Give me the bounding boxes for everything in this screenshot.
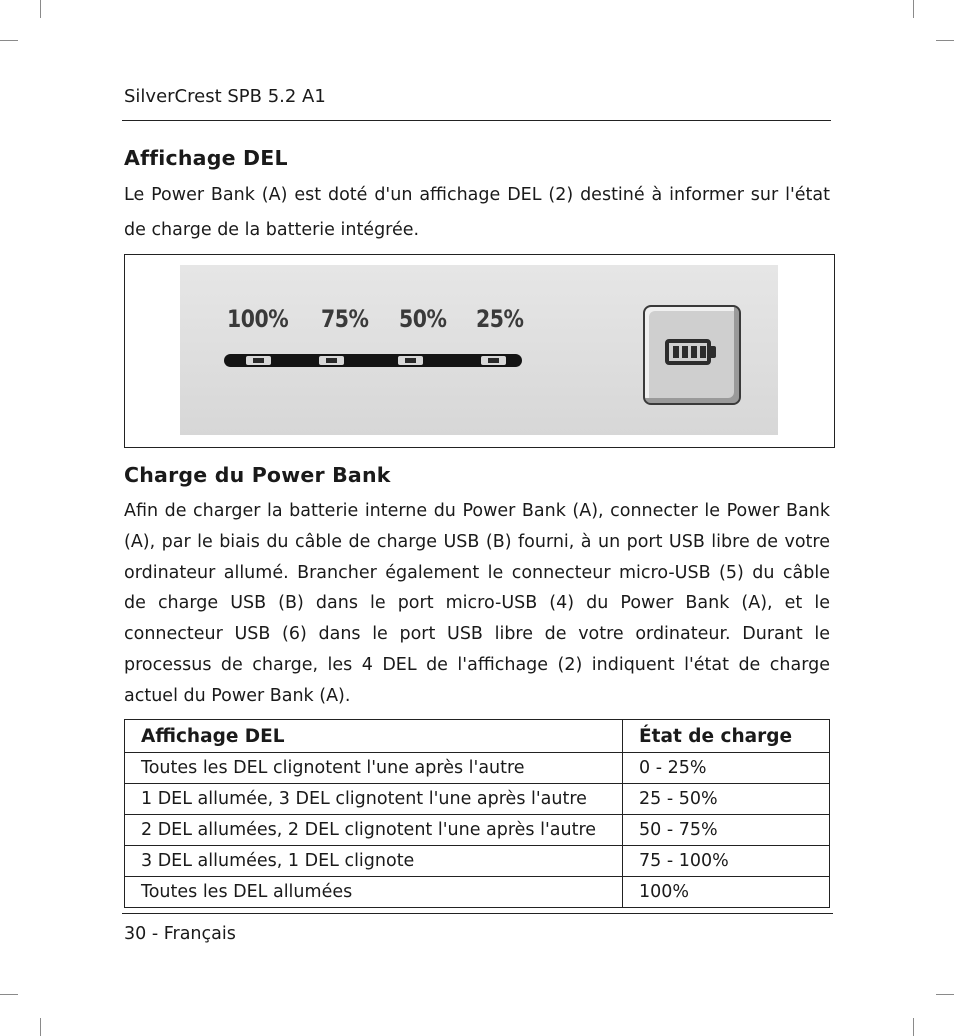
battery-icon [665,339,711,365]
led-2 [319,356,344,365]
table-cell: 25 - 50% [623,784,830,815]
table-row [125,815,830,846]
led-3 [398,356,423,365]
table-cell: 0 - 25% [623,753,830,784]
table-row [125,753,830,784]
section-heading-charge: Charge du Power Bank [124,463,391,487]
power-button [643,305,741,405]
running-header: SilverCrest SPB 5.2 A1 [124,86,326,107]
table-cell: 3 DEL allumées, 1 DEL clignote [125,846,623,877]
page-footer: 30 - Français [124,924,236,944]
crop-mark [913,1018,914,1036]
led-1 [246,356,271,365]
label-75: 75% [321,305,369,333]
led-bar [224,354,522,367]
table-row [125,784,830,815]
led-intro-paragraph: Le Power Bank (A) est doté d'un affichage DEL (2) destiné à informer sur l'état de charge de la batterie intégrée. [124,185,830,240]
footer-rule [122,913,833,914]
crop-mark [40,1018,41,1036]
device-panel [180,265,778,435]
crop-mark [40,0,41,18]
label-100: 100% [227,305,289,333]
label-50: 50% [399,305,447,333]
battery-tip [711,346,716,358]
label-25: 25% [476,305,524,333]
crop-mark [913,0,914,18]
led-display-figure [124,254,835,448]
table-cell: 75 - 100% [623,846,830,877]
table-cell: 1 DEL allumée, 3 DEL clignotent l'une après l'autre [125,784,623,815]
table-cell: 50 - 75% [623,815,830,846]
section-heading-led: Affichage DEL [124,146,288,170]
header-rule [122,120,831,121]
charge-status-table [124,719,830,908]
table-header-row [125,720,830,753]
charge-paragraph: Afin de charger la batterie interne du Power Bank (A), connecter le Power Bank (A), par le biais du câble de charge USB (B) fourni, à un port USB libre de votre ordinateur allumé. Brancher également le connecteur micro-USB (5) du câble de charge USB (B) dans le port micro-USB (4) du Power Bank (A), et le connecteur USB (6) dans le port USB libre de votre ordinateur. Durant le processus de charge, les 4 DEL de l'affichage (2) indiquent l'état de charge actuel du Power Bank (A). [124,501,830,706]
crop-mark [0,994,18,995]
table-row [125,846,830,877]
table-row [125,877,830,908]
table-header-state: État de charge [623,720,830,753]
table-cell: Toutes les DEL clignotent l'une après l'autre [125,753,623,784]
table-cell: 100% [623,877,830,908]
table-cell: 2 DEL allumées, 2 DEL clignotent l'une après l'autre [125,815,623,846]
crop-mark [0,40,18,41]
crop-mark [936,40,954,41]
crop-mark [936,994,954,995]
table-header-led: Affichage DEL [125,720,623,753]
table-cell: Toutes les DEL allumées [125,877,623,908]
led-4 [481,356,506,365]
